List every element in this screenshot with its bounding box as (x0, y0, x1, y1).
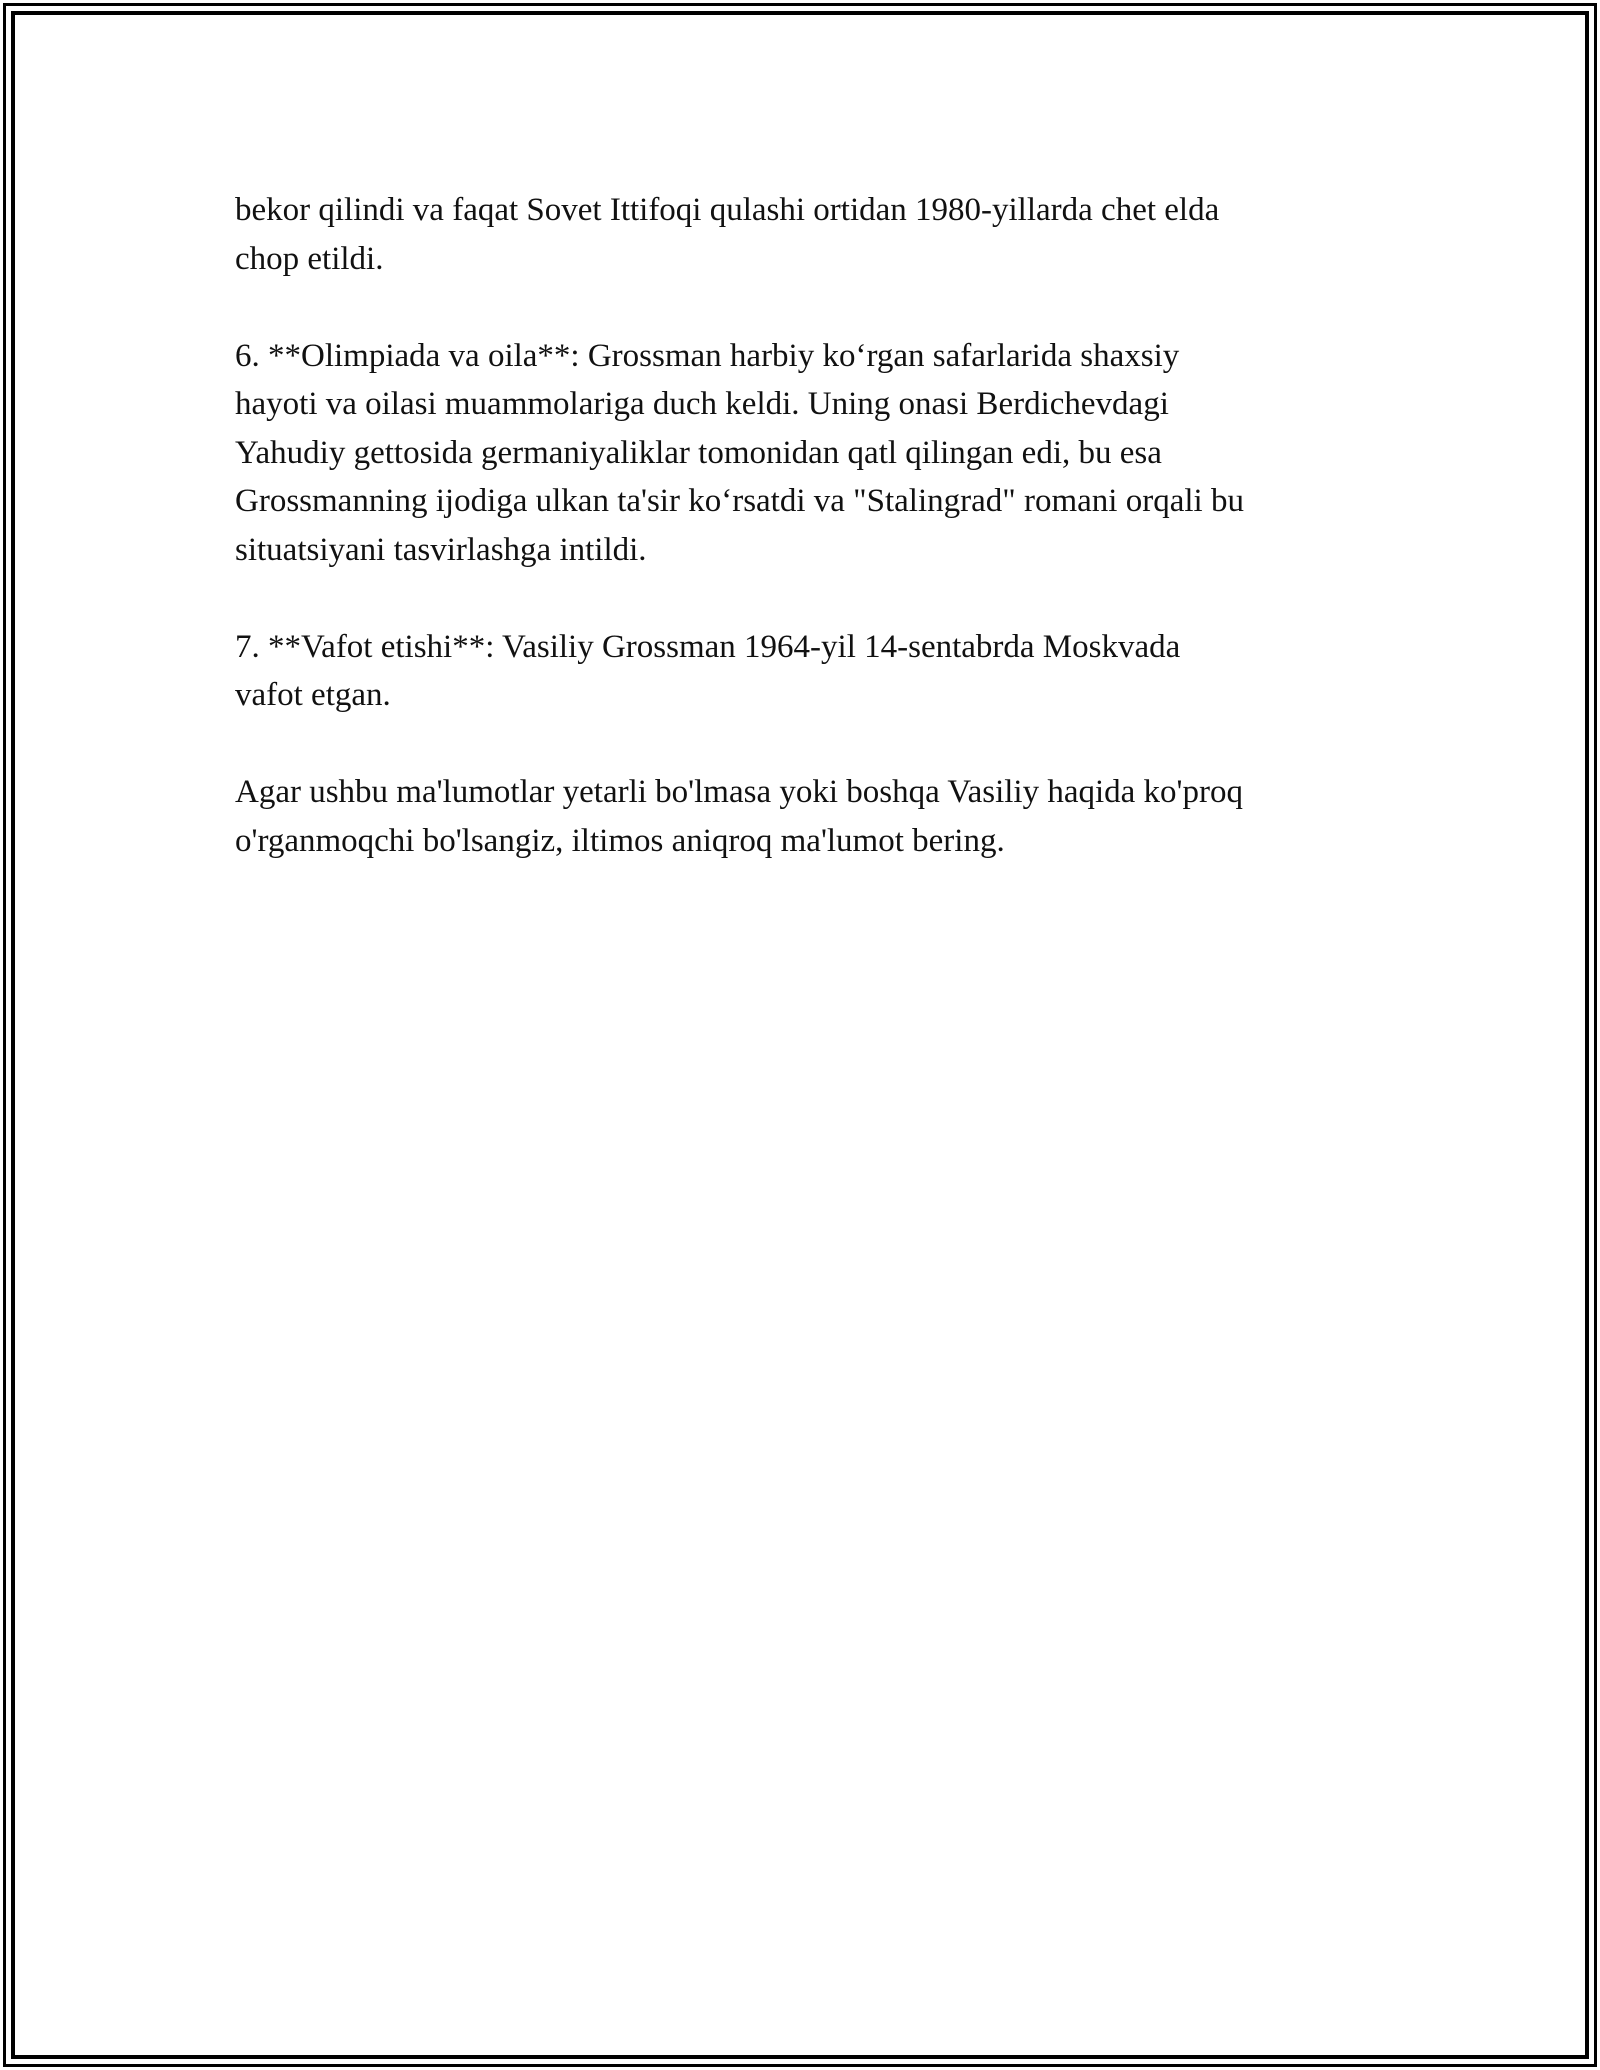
paragraph-continuation: bekor qilindi va faqat Sovet Ittifoqi qulashi ortidan 1980-yillarda chet elda chop etildi. (235, 192, 1220, 277)
paragraph-closing: Agar ushbu ma'lumotlar yetarli bo'lmasa yoki boshqa Vasiliy haqida ko'proq o'rganmoqchi bo'lsangiz, iltimos aniqroq ma'lumot bering. (235, 774, 1243, 859)
paragraph-item-7: 7. **Vafot etishi**: Vasiliy Grossman 1964-yil 14-sentabrda Moskvada vafot etgan. (235, 628, 1181, 713)
paragraph-item-6: 6. **Olimpiada va oila**: Grossman harbiy ko‘rgan safarlarida shaxsiy hayoti va oilasi muammolariga duch keldi. Uning onasi Berdichevdagi Yahudiy gettosida germaniyaliklar tomonidan qatl qilingan edi, bu esa Grossmanning ijodiga ulkan ta'sir ko‘rsatdi va "Stalingrad" romani orqali bu situatsiyani tasvirlashga intildi. (235, 337, 1244, 568)
document-body (235, 186, 1375, 914)
